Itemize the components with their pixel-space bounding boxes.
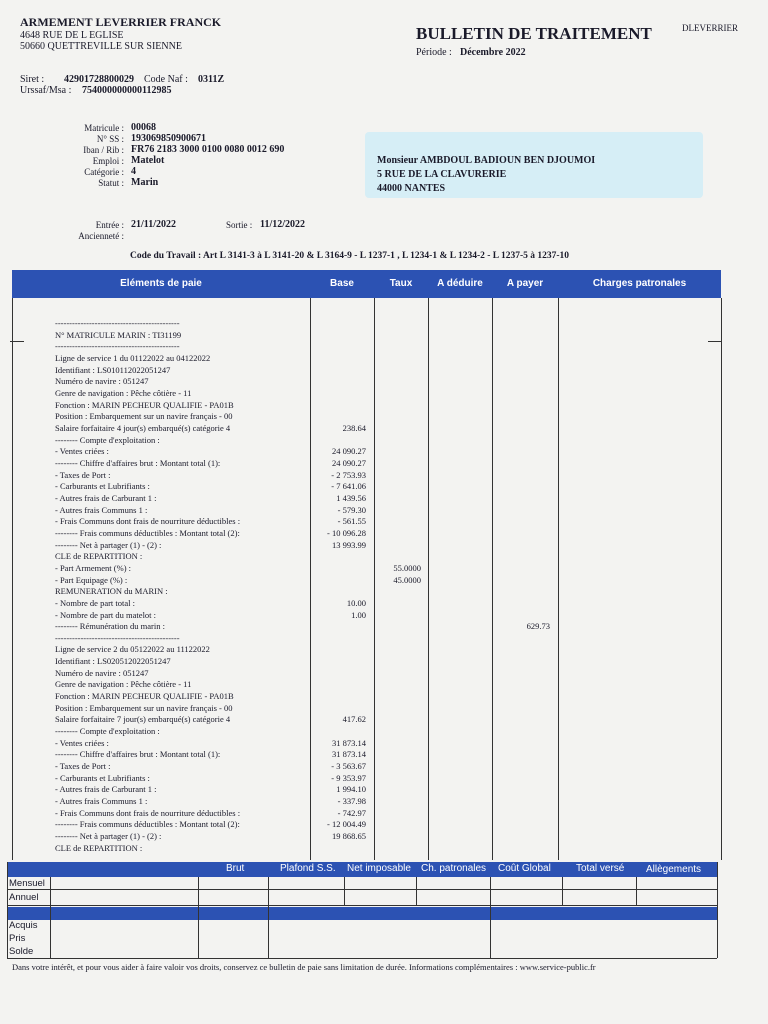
pay-line-base: - 9 353.97 [331,773,366,783]
pay-line-base: 13 993.99 [332,540,366,550]
summary-row-divider [7,889,717,890]
pay-line-taux: 55.0000 [393,563,421,573]
summary-col-divider [490,877,491,958]
pay-line-base: - 12 004.49 [327,819,366,829]
categorie-value: 4 [131,166,136,177]
urssaf-value: 754000000000112985 [82,85,172,96]
pay-line-label: -------- Chiffre d'affaires brut : Montant total (1): [55,749,221,759]
recipient-name: Monsieur AMBDOUL BADIOUN BEN DJOUMOI [377,155,596,166]
entree-label: Entrée : [95,220,124,230]
table-divider-charges [558,298,559,860]
summary-col-divider [416,877,417,905]
pay-line-label: Salaire forfaitaire 4 jour(s) embarqué(s) catégorie 4 [55,423,231,433]
sortie-label: Sortie : [226,220,253,230]
table-right-tick [708,341,722,342]
recipient-city: 44000 NANTES [377,183,446,194]
pay-line-label: Position : Embarquement sur un navire français - 00 [55,703,233,713]
pay-line-label: N° MATRICULE MARIN : TI31199 [55,330,182,340]
document-title: BULLETIN DE TRAITEMENT [416,24,652,43]
pay-line-label: - Autres frais Communs 1 : [55,505,148,515]
pay-line-label: Genre de navigation : Pêche côtière - 11 [55,388,192,398]
pay-line-base: 1 439.56 [336,493,366,503]
pay-line-label: - Taxes de Port : [55,470,111,480]
table-border-right [721,298,722,860]
summary-col-divider [344,877,345,905]
sortie-value: 11/12/2022 [260,219,306,230]
summary-header-brut: Brut [226,863,245,874]
pay-line-label: Ligne de service 1 du 01122022 au 04122022 [55,353,211,363]
pay-line-label: Genre de navigation : Pêche côtière - 11 [55,679,192,689]
document-code: DLEVERRIER [682,23,738,33]
pay-line-label: CLE de REPARTITION : [55,843,143,853]
urssaf-label: Urssaf/Msa : [20,85,72,96]
naf-label: Code Naf : [144,74,188,85]
pay-line-label: - Autres frais de Carburant 1 : [55,493,157,503]
pay-line-label: - Part Equipage (%) : [55,575,128,585]
col-header-a-payer: A payer [506,278,544,289]
pay-line-a-payer: 629.73 [526,621,550,631]
pay-line-label: -------------------------------------------- [55,341,180,351]
pay-line-base: 31 873.14 [332,749,366,759]
pay-line-base: 31 873.14 [332,738,366,748]
pay-line-base: 238.64 [342,423,366,433]
pay-line-label: -------- Net à partager (1) - (2) : [55,540,162,550]
pay-line-label: -------- Rémunération du marin : [55,621,165,631]
pay-line-label: - Frais Communs dont frais de nourriture déductibles : [55,808,241,818]
pay-line-label: - Frais Communs dont frais de nourriture déductibles : [55,516,241,526]
entree-value: 21/11/2022 [131,219,177,230]
statut-label: Statut : [98,178,124,188]
emploi-label: Emploi : [92,156,124,166]
pay-line-label: Identifiant : LS020512022051247 [55,656,171,666]
summary-header-total-verse: Total versé [576,863,625,874]
col-header-base: Base [330,278,354,289]
pay-line-base: 24 090.27 [332,446,366,456]
iban-value: FR76 2183 3000 0100 0080 0012 690 [131,144,285,155]
pay-line-base: - 10 096.28 [327,528,366,538]
pay-line-label: -------- Frais communs déductibles : Montant total (2): [55,819,240,829]
pay-line-base: - 579.30 [337,505,366,515]
pay-line-label: - Nombre de part du matelot : [55,610,157,620]
summary-header-cout-global: Coût Global [498,863,551,874]
summary-row-mensuel: Mensuel [9,878,45,889]
naf-value: 0311Z [198,74,225,85]
col-header-charges-patronales: Charges patronales [592,278,687,289]
col-header-taux: Taux [389,278,413,289]
pay-line-label: -------- Compte d'exploitation : [55,726,160,736]
pay-line-base: - 7 641.06 [331,481,366,491]
iban-label: Iban / Rib : [83,145,124,155]
anciennete-label: Ancienneté : [78,231,124,241]
col-header-a-deduire: A déduire [437,278,483,289]
summary-col-divider [562,877,563,905]
summary-header-ch-patronales: Ch. patronales [421,863,487,874]
pay-line-base: 1 994.10 [336,784,366,794]
siret-label: Siret : [20,74,45,85]
table-divider-payer [492,298,493,860]
pay-line-label: Fonction : MARIN PECHEUR QUALIFIE - PA01B [55,400,234,410]
summary-row-annuel: Annuel [9,892,39,903]
pay-line-label: - Nombre de part total : [55,598,136,608]
summary-header-plafond: Plafond S.S. [280,863,336,874]
code-du-travail: Code du Travail : Art L 3141-3 à L 3141-20 & L 3164-9 - L 1237-1 , L 1234-1 & L 1234-2 - L 1237-5 à 1237-10 [130,251,570,261]
pay-line-base: - 742.97 [337,808,366,818]
footer-note: Dans votre intérêt, et pour vous aider à faire valoir vos droits, conservez ce bulletin de paie sans limitation de durée. Informations complémentaires : www.service-public.fr [12,962,596,972]
employer-name: ARMEMENT LEVERRIER FRANCK [20,15,222,29]
summary-col-divider [50,877,51,958]
pay-line-label: - Carburants et Lubrifiants : [55,773,150,783]
period-label: Période : [416,47,452,58]
categorie-label: Catégorie : [84,167,124,177]
pay-line-taux: 45.0000 [393,575,421,585]
recipient-street: 5 RUE DE LA CLAVURERIE [377,169,507,180]
conges-row-acquis: Acquis [9,920,38,931]
ss-value: 193069850900671 [131,133,206,144]
pay-line-label: - Ventes criées : [55,738,109,748]
pay-line-label: Salaire forfaitaire 7 jour(s) embarqué(s) catégorie 4 [55,714,231,724]
conges-row-solde: Solde [9,946,34,957]
pay-line-base: - 3 563.67 [331,761,366,771]
conges-header-bar [7,907,717,920]
summary-header-net-imposable: Net imposable [347,863,411,874]
table-divider-deduire [428,298,429,860]
pay-line-base: 417.62 [342,714,366,724]
conges-table-bottom [7,958,717,959]
pay-line-base: 1.00 [351,610,366,620]
table-left-tick [10,341,24,342]
pay-line-label: -------------------------------------------- [55,633,180,643]
employer-address-line1: 4648 RUE DE L EGLISE [20,30,124,41]
pay-line-label: -------- Chiffre d'affaires brut : Montant total (1): [55,458,221,468]
summary-col-divider [268,877,269,958]
pay-line-base: - 337.98 [337,796,366,806]
pay-line-label: - Autres frais de Carburant 1 : [55,784,157,794]
pay-line-label: - Part Armement (%) : [55,563,132,573]
pay-line-label: - Autres frais Communs 1 : [55,796,148,806]
pay-line-label: -------- Compte d'exploitation : [55,435,160,445]
pay-line-base: 19 868.65 [332,831,366,841]
table-border-left [12,298,13,860]
summary-header-allegements: Allègements [646,864,702,875]
ss-label: N° SS : [96,134,124,144]
siret-value: 42901728800029 [64,74,134,85]
pay-line-label: - Ventes criées : [55,446,109,456]
summary-col-divider [636,877,637,905]
pay-line-label: -------- Frais communs déductibles : Montant total (2): [55,528,240,538]
summary-row-bottom [7,905,717,906]
pay-line-label: Fonction : MARIN PECHEUR QUALIFIE - PA01B [55,691,234,701]
pay-line-base: - 561.55 [337,516,366,526]
pay-line-label: -------------------------------------------- [55,318,180,328]
period-value: Décembre 2022 [460,47,526,58]
col-header-elements: Eléments de paie [120,278,202,289]
matricule-value: 00068 [131,122,156,133]
pay-line-label: -------- Net à partager (1) - (2) : [55,831,162,841]
employer-address-line2: 50660 QUETTREVILLE SUR SIENNE [20,41,182,52]
statut-value: Marin [131,177,159,188]
pay-line-label: - Taxes de Port : [55,761,111,771]
pay-line-label: REMUNERATION du MARIN : [55,586,168,596]
pay-line-base: - 2 753.93 [331,470,366,480]
pay-line-label: Position : Embarquement sur un navire français - 00 [55,411,233,421]
pay-line-label: Identifiant : LS010112022051247 [55,365,171,375]
pay-line-label: Numéro de navire : 051247 [55,668,149,678]
pay-line-label: Ligne de service 2 du 05122022 au 11122022 [55,644,210,654]
pay-line-base: 24 090.27 [332,458,366,468]
pay-line-label: Numéro de navire : 051247 [55,376,149,386]
emploi-value: Matelot [131,155,165,166]
summary-col-divider [198,877,199,958]
pay-line-label: - Carburants et Lubrifiants : [55,481,150,491]
summary-border-left [7,862,8,958]
summary-border-right [717,862,718,958]
pay-line-label: CLE de REPARTITION : [55,551,143,561]
pay-line-base: 10.00 [346,598,366,608]
conges-row-pris: Pris [9,933,26,944]
matricule-label: Matricule : [84,123,124,133]
